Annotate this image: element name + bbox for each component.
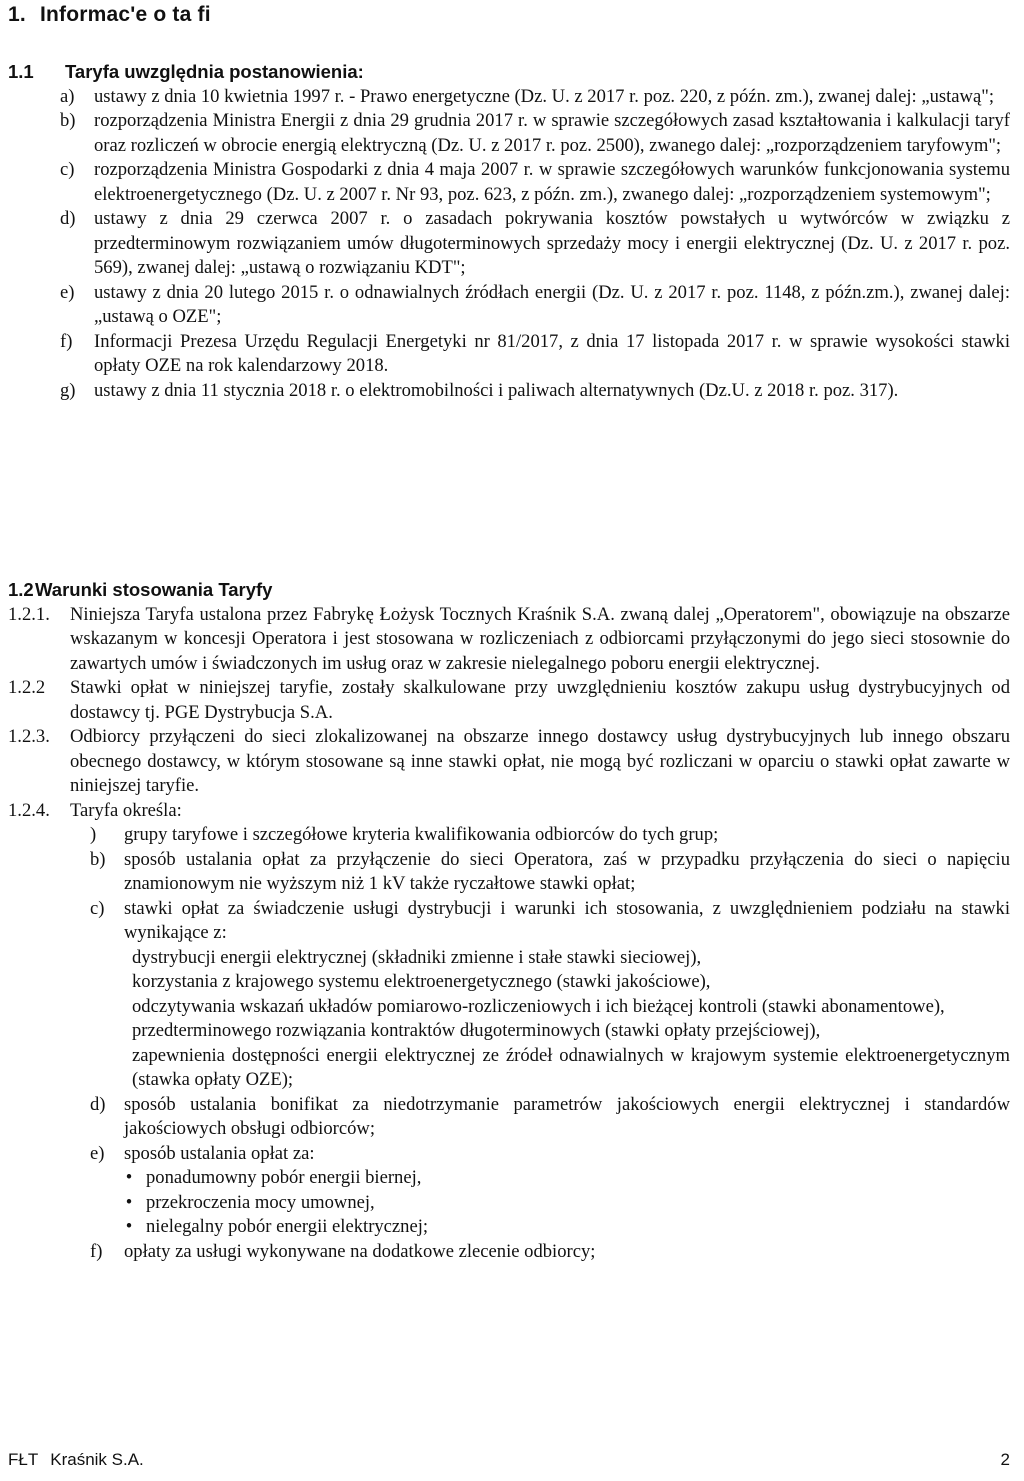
sub-list-item: korzystania z krajowego systemu elektroenergetycznego (stawki jakościowe),	[132, 971, 711, 992]
section-1-1-list	[8, 85, 1010, 404]
chapter-heading	[8, 2, 211, 28]
bullet-item: • ponadumowny pobór energii biernej,	[112, 1166, 1010, 1191]
bullet-icon: •	[125, 1191, 133, 1213]
paragraph-1-2-4-list-cont	[8, 1093, 1010, 1265]
chapter-number: 1.	[8, 3, 26, 26]
list-item: c) rozporządzenia Ministra Gospodarki z dnia 4 maja 2007 r. w sprawie szczegółowych warunków funkcjonowania systemu elektroenergetycznego (Dz. U. z 2007 r. Nr 93, poz. 623, z późn. zm.), zwanego dalej: „rozporządzeniem systemowym";	[60, 159, 1010, 205]
section-title: Taryfa uwzględnia postanowienia:	[65, 61, 364, 82]
list-item: g) ustawy z dnia 11 stycznia 2018 r. o elektromobilności i paliwach alternatywnych (Dz.U. z 2018 r. poz. 317).	[60, 379, 899, 401]
bullet-item: • nielegalny pobór energii elektrycznej;	[112, 1215, 1010, 1240]
list-item: b) rozporządzenia Ministra Energii z dnia 29 grudnia 2017 r. w sprawie szczegółowych zasad kształtowania i kalkulacji taryf oraz rozliczeń w obrocie energią elektryczną (Dz. U. z 2017 r. poz. 2500), zwanego dalej: „rozporządzeniem taryfowym";	[60, 110, 1010, 156]
bullet-item: • przekroczenia mocy umownej,	[112, 1191, 1010, 1216]
section-1-1	[8, 60, 1010, 403]
paragraph-1-2-4-list	[8, 823, 1010, 946]
list-item: c) stawki opłat za świadczenie usługi dystrybucji i warunki ich stosowania, z uwzględnieniem podziału na stawki wynikające z:	[90, 897, 1010, 943]
list-item: d) sposób ustalania bonifikat za niedotrzymanie parametrów jakościowych energii elektrycznej i standardów jakościowych obsługi odbiorców;	[90, 1093, 1010, 1139]
chapter-title: Informac'e o ta fi	[39, 3, 211, 26]
list-item: f) opłaty za usługi wykonywane na dodatkowe zlecenie odbiorcy;	[90, 1240, 596, 1262]
sub-list-item: odczytywania wskazań układów pomiarowo-rozliczeniowych i ich bieżącej kontroli (stawki abonamentowe),	[132, 995, 945, 1017]
list-item: b) sposób ustalania opłat za przyłączenie do sieci Operatora, zaś w przypadku przyłączenia do sieci o napięciu znamionowym nie wyższym niż 1 kV także ryczałtowe stawki opłat;	[90, 848, 1010, 894]
sub-list-item: przedterminowego rozwiązania kontraktów długoterminowych (stawki opłaty przejściowej),	[132, 1020, 821, 1041]
sub-list-item: zapewnienia dostępności energii elektrycznej ze źródeł odnawialnych w krajowym systemie elektroenergetycznym (stawka opłaty OZE);	[132, 1044, 1010, 1090]
list-item: e) ustawy z dnia 20 lutego 2015 r. o odnawialnych źródłach energii (Dz. U. z 2017 r. poz. 1148, z późn.zm.), zwanej dalej: „ustawą o OZE";	[60, 281, 1010, 327]
paragraph-1-2-3: 1.2.3. Odbiorcy przyłączeni do sieci zlokalizowanej na obszarze innego dostawcy usług dystrybucyjnych lub innego obszaru obecnego dostawcy, w którym stosowane są inne stawki opłat, nie mogą być rozliczani w oparciu o stawki opłat zawarte w niniejszej taryfie.	[8, 726, 1010, 796]
section-1-2-heading	[8, 578, 1010, 603]
section-title: Warunki stosowania Taryfy	[35, 579, 273, 600]
paragraph-1-2-1: 1.2.1. Niniejsza Taryfa ustalona przez Fabrykę Łożysk Tocznych Kraśnik S.A. zwaną dalej „Operatorem", obowiązuje na obszarze wskazanym w koncesji Operatora i jest stosowana w rozliczeniach z odbiorcami przyłączonymi do jego sieci stosownie do zawartych umów i świadczonych im usług oraz w zakresie nielegalnego poboru energii elektrycznej.	[8, 603, 1010, 674]
section-1-1-heading	[8, 60, 1010, 85]
bullet-icon: •	[125, 1216, 133, 1237]
sub-list-item: dystrybucji energii elektrycznej (składniki zmienne i stałe stawki sieciowej),	[132, 946, 702, 968]
list-item: d) ustawy z dnia 29 czerwca 2007 r. o zasadach pokrywania kosztów powstałych u wytwórców w związku z przedterminowym rozwiązaniem umów długoterminowych sprzedaży mocy i energii elektrycznej (Dz. U. z 2017 r. poz. 569), zwanej dalej: „ustawą o rozwiązaniu KDT";	[60, 208, 1010, 278]
list-item: a) ustawy z dnia 10 kwietnia 1997 r. - Prawo energetyczne (Dz. U. z 2017 r. poz. 220, z późn. zm.), zwanej dalej: „ustawą";	[60, 85, 994, 107]
section-number: 1.1	[8, 61, 34, 82]
paragraph-1-2-4: 1.2.4. Taryfa określa:	[8, 799, 182, 821]
footer-company: FŁT Kraśnik S.A.	[8, 1450, 144, 1469]
page-footer	[8, 1448, 1010, 1473]
section-number: 1.2	[8, 579, 34, 600]
section-1-2	[8, 578, 1010, 1264]
bullets-e-list	[90, 1166, 1010, 1240]
list-item: ) grupy taryfowe i szczegółowe kryteria kwalifikowania odbiorców do tych grup;	[90, 824, 719, 845]
list-item: f) Informacji Prezesa Urzędu Regulacji Energetyki nr 81/2017, z dnia 17 listopada 2017 r. w sprawie wysokości stawki opłaty OZE na rok kalendarzowy 2018.	[60, 330, 1010, 376]
subitems-c-list	[8, 946, 1010, 1093]
list-item: e) sposób ustalania opłat za:	[90, 1142, 315, 1164]
paragraph-1-2-2: 1.2.2 Stawki opłat w niniejszej taryfie, zostały skalkulowane przy uwzględnieniu kosztów zakupu usług dystrybucyjnych od dostawcy tj. PGE Dystrybucja S.A.	[8, 677, 1010, 723]
page-number: 2	[1000, 1450, 1010, 1469]
bullet-icon: •	[125, 1167, 133, 1188]
